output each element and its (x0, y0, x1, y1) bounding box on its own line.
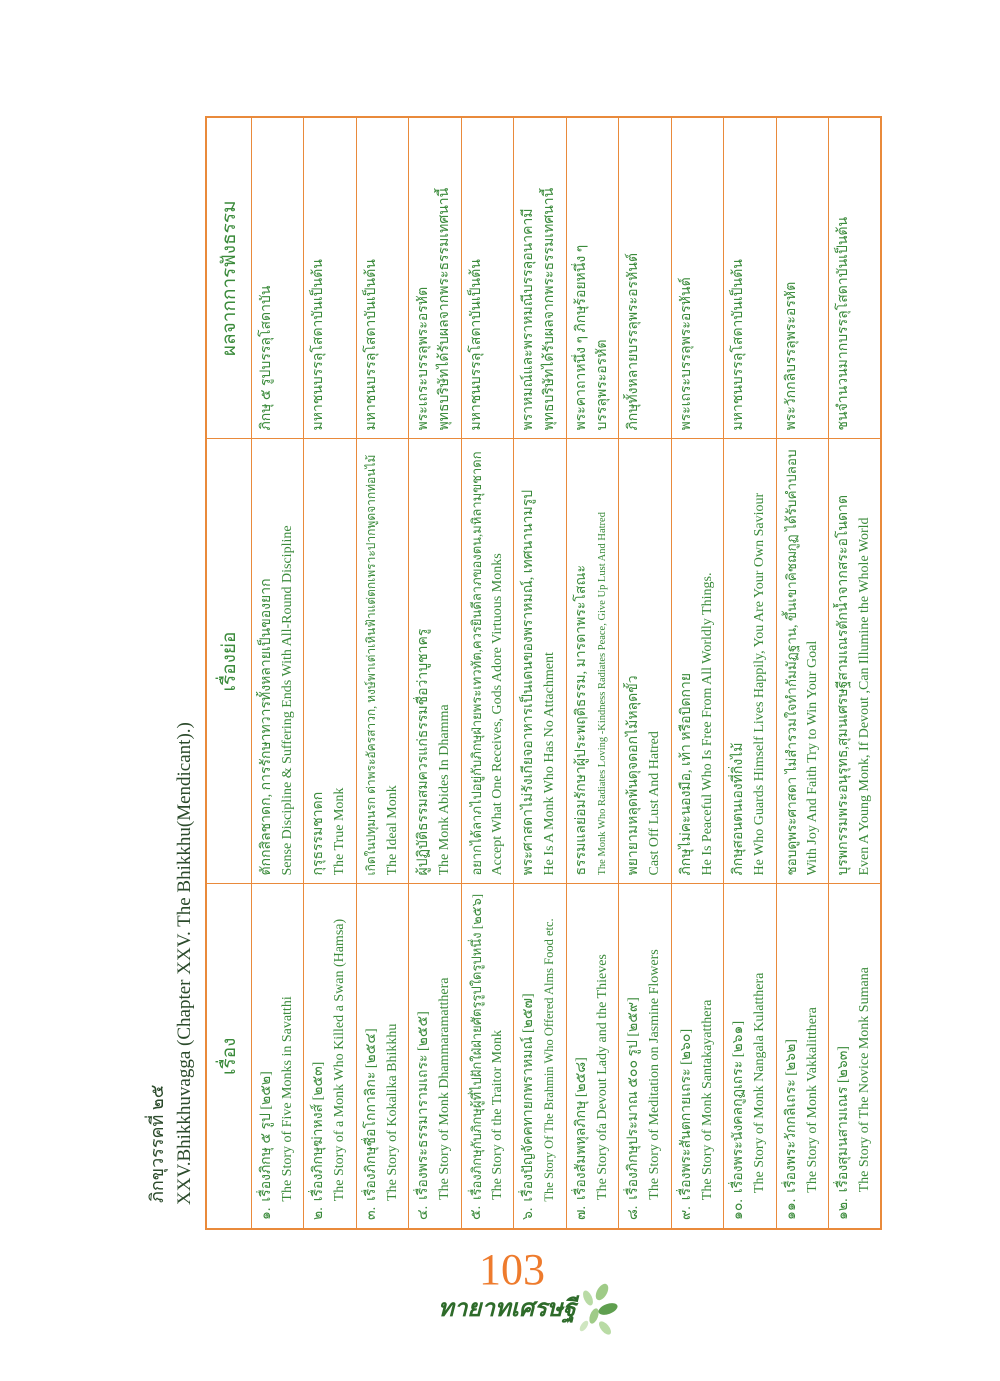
result-cell (776, 117, 829, 439)
table-row (409, 117, 462, 1229)
summary-cell (514, 439, 567, 884)
row-number: ๒. (311, 1207, 326, 1220)
summary-th: ธรรมแลย่อมรักษาผู้ประพฤติธรรม, มารดาพระโสณะ (573, 565, 589, 876)
story-title-th: เรื่องพระสันตกายเถระ [๒๖๐] (678, 1028, 694, 1201)
result-line: มหาชนบรรลุโสดาบันเป็นต้น (468, 259, 484, 431)
story-title-th: เรื่องสัมพหุลภิกษุ [๒๕๘] (573, 1057, 589, 1200)
summary-en: Even A Young Monk, If Devout ,Can Illumine the Whole World (857, 517, 872, 876)
result-cell (566, 117, 619, 439)
story-title-en: The Story Of The Brahmin Who Offered Alms Food etc. (542, 918, 556, 1202)
summary-cell (356, 439, 409, 884)
story-title-en: The Story of Monk Dhammaramatthera (437, 977, 452, 1200)
story-title-en: The Story of a Monk Who Killed a Swan (Hamsa) (332, 918, 347, 1202)
story-title-th: เรื่องภิกษุชื่อโกกาลิกะ [๒๕๔] (363, 1028, 379, 1201)
story-title-en: The Story of Five Monks in Savatthi (279, 996, 295, 1202)
row-number: ๑. (258, 1207, 274, 1220)
summary-en: He Is Peaceful Who Is Free From All Worldly Things. (699, 572, 715, 876)
row-number: ๘. (626, 1205, 641, 1220)
story-title-th: เรื่องภิกษุฆ่าหงส์ [๒๕๓] (311, 1061, 326, 1202)
result-line: มหาชนบรรลุโสดาบันเป็นต้น (311, 259, 326, 431)
result-cell (514, 117, 567, 439)
story-title-en: The Story of Monk Nangala Kulatthera (752, 972, 767, 1194)
column-header-story: เรื่อง (206, 884, 251, 1229)
story-title-en: The Story of the Traitor Monk (489, 1029, 505, 1200)
result-line: ภิกษุ ๕ รูปบรรลุโสดาบัน (258, 285, 274, 431)
row-number: ๔. (416, 1205, 431, 1220)
summary-th: อยากได้ลาภไปอยู่กับภิกษุฝ่ายพระเทวทัต,ควรยินดีลาภของตน,มหิลามุขชาดก (468, 451, 484, 876)
story-cell (461, 884, 514, 1229)
summary-th: เกิดในปทุมนรก ด่าพระอัครสาวก, หงษ์พาเต่าเหินฟ้าแต่ตกเพราะปากพูดจากท่อนไม้ (363, 454, 378, 876)
story-cell (776, 884, 829, 1229)
row-number: ๑๒. (836, 1198, 851, 1220)
story-cell (251, 884, 304, 1229)
summary-en: The Monk Abides In Dhamma (437, 704, 452, 876)
story-title-th: เรื่องภิกษุ ๕ รูป [๒๕๒] (258, 1071, 274, 1202)
summary-en: With Joy And Faith Try to Win Your Goal (804, 640, 820, 876)
row-number: ๓. (363, 1206, 379, 1220)
story-cell (724, 884, 777, 1229)
result-line: พระคาถาหนึ่ง ๆ ภิกษุร้อยหนึ่ง ๆ (573, 244, 589, 431)
story-title-th: เรื่องสุมนสามเณร [๒๖๓] (836, 1046, 851, 1193)
row-number: ๑๐. (731, 1199, 746, 1220)
result-cell (304, 117, 357, 439)
table-row (304, 117, 357, 1229)
result-line-2: บรรลุพระอรหัต (594, 339, 610, 431)
logo-text: ทายาทเศรษฐี (438, 1294, 577, 1322)
result-cell (461, 117, 514, 439)
result-cell (251, 117, 304, 439)
story-cell (619, 884, 672, 1229)
table-header-row (206, 117, 251, 1229)
summary-cell (409, 439, 462, 884)
row-number: ๕. (468, 1205, 484, 1220)
story-table (205, 116, 882, 1230)
story-cell (514, 884, 567, 1229)
summary-th: ภิกษุสอนตนเองที่กิ่งไม้ (731, 742, 746, 876)
result-cell (619, 117, 672, 439)
row-number: ๗. (573, 1205, 589, 1220)
result-line: มหาชนบรรลุโสดาบันเป็นต้น (731, 259, 746, 431)
summary-th: พระศาสดาไม่รังเกียจอาหารเป็นเดนของพราหมณ์, เทศนานามรูป (521, 489, 536, 876)
leaves-icon (572, 1282, 618, 1338)
summary-en: Sense Discipline & Suffering Ends With All-Round Discipline (279, 525, 295, 876)
result-line: พระเถระบรรลุพระอรหัต (416, 286, 431, 431)
story-title-en: The Story of The Novice Monk Sumana (857, 967, 872, 1193)
result-cell (724, 117, 777, 439)
summary-th: ภิกษุไม่คะนองมือ, เท้า หรือบิดกาย (678, 672, 694, 876)
summary-cell (776, 439, 829, 884)
page-number: 103 (479, 1245, 545, 1294)
column-header-result: ผลจากการฟังธรรม (206, 117, 251, 439)
result-line: พระเถระบรรลุพระอรหันต์ (678, 277, 694, 431)
column-header-summary: เรื่องย่อ (206, 439, 251, 884)
summary-th: พยายามหลุดพ้นดุจดอกไม้หลุดขั้ว (626, 675, 641, 876)
summary-th: ตักกสิลชาดก, การรักษาทวารทั้งหลายเป็นของยาก (258, 578, 274, 876)
summary-th: กุรุธรรมชาดก (311, 791, 326, 876)
result-line: พระวักกลิบรรลุพระอรหัต (783, 281, 799, 431)
result-line: พราหมณ์และพราหมณีบรรลุอนาคามี (521, 208, 536, 431)
summary-en: Cast Off Lust And Hatred (647, 731, 662, 876)
table-row (356, 117, 409, 1229)
story-title-th: เรื่องพระนังคลกูฏเถระ [๒๖๑] (731, 1020, 746, 1194)
table-row (829, 117, 882, 1229)
story-cell (829, 884, 882, 1229)
row-number: ๖. (521, 1207, 536, 1220)
summary-cell (671, 439, 724, 884)
summary-cell (724, 439, 777, 884)
summary-cell (304, 439, 357, 884)
result-line-2: พุทธบริษัทได้รับผลจากพระธรรมเทศนานี้ (542, 187, 557, 431)
story-title-en: The Story of Monk Santakayatthera (699, 999, 715, 1201)
summary-en: The Ideal Monk (384, 785, 400, 876)
story-cell (409, 884, 462, 1229)
story-title-th: เรื่องภิกษุประมาณ ๕๐๐ รูป [๒๕๙] (626, 997, 641, 1200)
story-cell (566, 884, 619, 1229)
result-cell (671, 117, 724, 439)
story-title-th: เรื่องพระวักกลิเถระ [๒๖๒] (783, 1039, 799, 1193)
result-line: ชนจำนวนมากบรรลุโสดาบันเป็นต้น (836, 216, 851, 431)
story-title-en: The Story of Monk Vakkalitthera (804, 1007, 820, 1193)
summary-en: Accept What One Receives, Gods Adore Virtuous Monks (489, 553, 505, 876)
summary-th: ชอบดูพระศาสดา ไม่สำรวมใจทำกัมมัฏฐาน, ขึ้นเขาคิชฌกูฏ ได้รับคำปลอบ (783, 449, 799, 876)
table-row (776, 117, 829, 1229)
summary-th: บุรพกรรมพระอนุรุทธ,สุมนเศรษฐีสามเณรตักน้ำจากสระอโนดาต (836, 494, 851, 876)
story-title-th: เรื่องปัญจัคคทายกพราหมณ์ [๒๕๗] (521, 993, 536, 1202)
summary-en: He Is A Monk Who Has No Attachment (542, 652, 557, 876)
story-cell (671, 884, 724, 1229)
summary-cell (461, 439, 514, 884)
result-line: มหาชนบรรลุโสดาบันเป็นต้น (363, 259, 379, 431)
row-number: ๙. (678, 1206, 694, 1220)
table-row (514, 117, 567, 1229)
story-cell (356, 884, 409, 1229)
story-title-en: The Story of Meditation on Jasmine Flowers (647, 949, 662, 1200)
table-row (251, 117, 304, 1229)
result-cell (829, 117, 882, 439)
result-cell (356, 117, 409, 439)
result-line-2: พุทธบริษัทได้รับผลจากพระธรรมเทศนานี้ (437, 187, 452, 431)
summary-cell (829, 439, 882, 884)
story-title-en: The Story of Kokalika Bhikkhu (384, 1023, 400, 1201)
summary-cell (566, 439, 619, 884)
chapter-title-english: XXV.Bhikkhuvagga (Chapter XXV. The Bhikkhu(Mendicant).) (174, 722, 195, 1205)
summary-en: He Who Guards Himself Lives Happily, You Are Your Own Saviour (752, 492, 767, 876)
summary-th: ผู้ปฏิบัติธรรมสมควรแก่ธรรมชื่อว่าบูชาครู (416, 628, 431, 876)
summary-cell (251, 439, 304, 884)
chapter-title-thai: ภิกขุวรรคที่ ๒๕ (147, 1084, 167, 1203)
table-row (461, 117, 514, 1229)
story-title-th: เรื่องภิกษุกับภิกษุผู้ที่ไปฝักใฝ่ฝ่ายศัตรูรูปใดรูปหนึ่ง [๒๕๖] (468, 893, 484, 1200)
table-row (671, 117, 724, 1229)
story-cell (304, 884, 357, 1229)
result-line: ภิกษุทั้งหลายบรรลุพระอรหันต์ (626, 253, 641, 431)
result-cell (409, 117, 462, 439)
table-row (566, 117, 619, 1229)
table-row (724, 117, 777, 1229)
table-row (619, 117, 672, 1229)
story-title-th: เรื่องพระธรรมารามเถระ [๒๕๕] (416, 1011, 431, 1200)
summary-en: The True Monk (332, 787, 347, 876)
story-title-en: The Story ofa Devout Lady and the Thieves (594, 954, 610, 1200)
summary-cell (619, 439, 672, 884)
row-number: ๑๑. (783, 1198, 799, 1220)
summary-en: The Monk Who Radiates Loving -Kindness Radiates Peace, Give Up Lust And Hatred (596, 512, 608, 876)
